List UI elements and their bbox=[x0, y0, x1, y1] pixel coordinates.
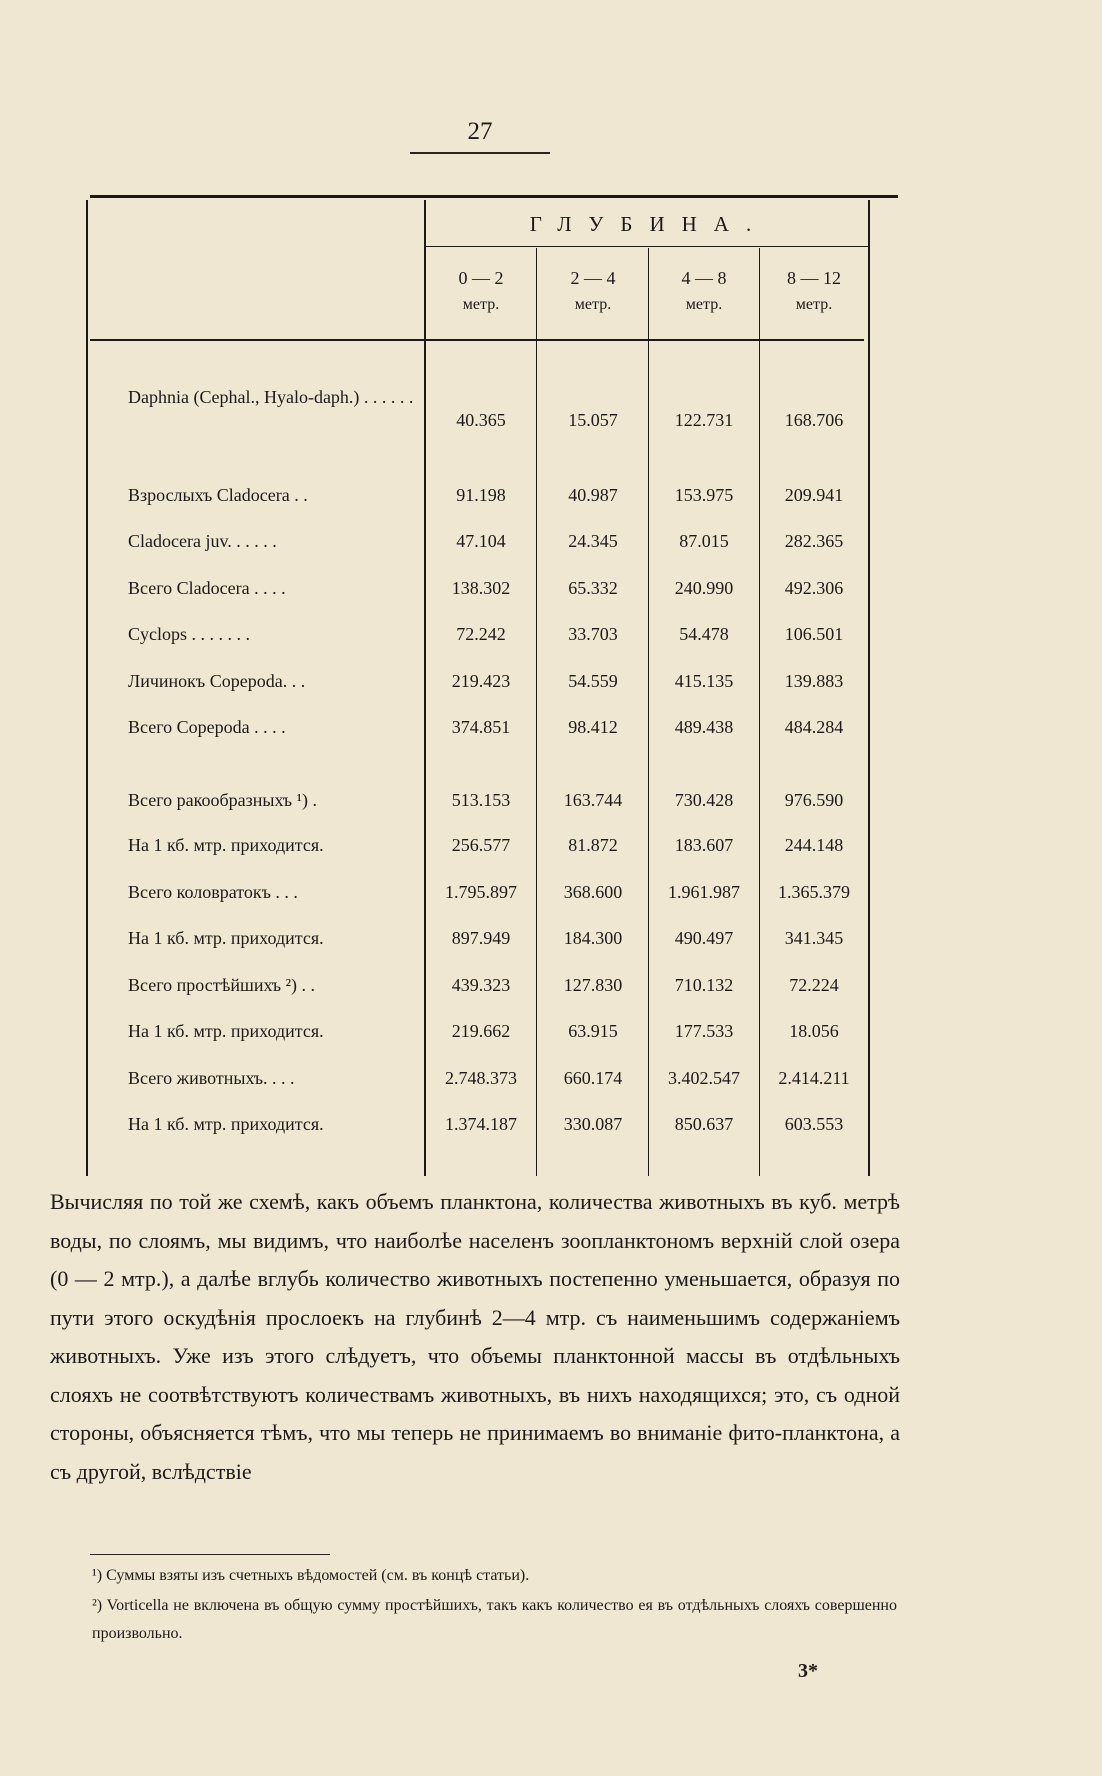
row-label: На 1 кб. мтр. приходится. bbox=[128, 1114, 324, 1134]
column-range: 4 — 8 bbox=[681, 268, 727, 288]
column-header bbox=[760, 263, 868, 317]
table-cell: 153.975 bbox=[674, 485, 734, 505]
column-unit: метр. bbox=[795, 296, 833, 313]
column-unit: метр. bbox=[685, 296, 723, 313]
column-header bbox=[538, 263, 648, 317]
table-cell: 91.198 bbox=[456, 485, 506, 505]
table-cell: 374.851 bbox=[451, 717, 511, 737]
table-cell: 184.300 bbox=[563, 928, 623, 948]
depth-subheader-rule bbox=[426, 246, 868, 247]
row-label: Взрослыхъ Cladocera . . bbox=[128, 485, 308, 505]
column-range: 8 — 12 bbox=[787, 268, 841, 288]
table-cell: 72.224 bbox=[789, 975, 839, 995]
table-cell: 415.135 bbox=[674, 671, 734, 691]
table-cell: 65.332 bbox=[568, 578, 618, 598]
depth-title: ГЛУБИНА. bbox=[529, 212, 769, 236]
row-label: Daphnia (Cephal., Hyalo-daph.) . . . . . . bbox=[128, 387, 414, 407]
column-range: 0 — 2 bbox=[458, 268, 504, 288]
table-cell: 492.306 bbox=[784, 578, 844, 598]
body-text: Вычисляя по той же схемѣ, какъ объемъ планктона, количества животныхъ въ куб. метрѣ воды, по слоямъ, мы видимъ, что наиболѣе населенъ зоопланктономъ верхній слой озера (0 — 2 мтр.), а далѣе вглубь количество животныхъ постепенно уменьшается, образуя по пути этого оскудѣнія прослоекъ на глубинѣ 2—4 мтр. съ наименьшимъ содержаніемъ животныхъ. Уже изъ этого слѣдуетъ, что объемы планктонной массы въ отдѣльныхъ слояхъ не соотвѣтствуютъ количествамъ животныхъ, въ нихъ находящихся; это, съ одной стороны, объясняется тѣмъ, что мы теперь не принимаемъ во вниманіе фито-планктона, а съ другой, вслѣдствіе bbox=[50, 1189, 900, 1484]
table-cell: 3.402.547 bbox=[668, 1068, 740, 1088]
table-cell: 439.323 bbox=[451, 975, 511, 995]
column-header bbox=[649, 263, 759, 317]
header-bottom-rule bbox=[90, 339, 864, 341]
table-cell: 1.365.379 bbox=[778, 882, 850, 902]
table-cell: 72.242 bbox=[456, 624, 506, 644]
table-cell: 850.637 bbox=[674, 1114, 734, 1134]
table-cell: 163.744 bbox=[563, 790, 623, 810]
table-cell: 330.087 bbox=[563, 1114, 623, 1134]
table-cell: 490.497 bbox=[674, 928, 734, 948]
row-label: Личинокъ Copepoda. . . bbox=[128, 671, 306, 691]
table-cell: 244.148 bbox=[784, 835, 844, 855]
table-cell: 282.365 bbox=[784, 531, 844, 551]
table-cell: 40.365 bbox=[456, 410, 506, 430]
row-label: Всего животныхъ. . . . bbox=[128, 1068, 295, 1088]
column-header bbox=[426, 263, 536, 317]
table-cell: 513.153 bbox=[451, 790, 511, 810]
row-label: Всего Cladocera . . . . bbox=[128, 578, 286, 598]
footnote-rule bbox=[90, 1554, 330, 1555]
table-cell: 897.949 bbox=[451, 928, 511, 948]
table-cell: 603.553 bbox=[784, 1114, 844, 1134]
table-cell: 54.478 bbox=[679, 624, 729, 644]
row-label: На 1 кб. мтр. приходится. bbox=[128, 1021, 324, 1041]
table-cell: 660.174 bbox=[563, 1068, 623, 1088]
table-cell: 18.056 bbox=[789, 1021, 839, 1041]
table-cell: 98.412 bbox=[568, 717, 618, 737]
table-cell: 730.428 bbox=[674, 790, 734, 810]
page-number-rule bbox=[410, 152, 550, 154]
table-cell: 54.559 bbox=[568, 671, 618, 691]
column-unit: метр. bbox=[462, 296, 500, 313]
row-label: Всего простѣйшихъ ²) . . bbox=[128, 975, 315, 995]
table-top-rule bbox=[90, 195, 898, 198]
table-cell: 484.284 bbox=[784, 717, 844, 737]
table-cell: 710.132 bbox=[674, 975, 734, 995]
table-cell: 168.706 bbox=[784, 410, 844, 430]
table-cell: 219.662 bbox=[451, 1021, 511, 1041]
table-cell: 122.731 bbox=[674, 410, 734, 430]
table-cell: 63.915 bbox=[568, 1021, 618, 1041]
footnote-2: ²) Vorticella не включена въ общую сумму простѣйшихъ, такъ какъ количество ея въ отдѣльныхъ слояхъ совершенно произвольно. bbox=[92, 1597, 897, 1642]
page-number: 27 bbox=[467, 118, 493, 145]
table-cell: 177.533 bbox=[674, 1021, 734, 1041]
table-cell: 47.104 bbox=[456, 531, 506, 551]
column-unit: метр. bbox=[574, 296, 612, 313]
table-cell: 138.302 bbox=[451, 578, 511, 598]
row-label: Всего ракообразныхъ ¹) . bbox=[128, 790, 317, 810]
table-cell: 240.990 bbox=[674, 578, 734, 598]
data-table bbox=[86, 200, 872, 1176]
row-label: Всего Copepoda . . . . bbox=[128, 717, 286, 737]
table-border-right bbox=[868, 200, 870, 1176]
row-label: Всего коловратокъ . . . bbox=[128, 882, 298, 902]
table-cell: 2.414.211 bbox=[778, 1068, 850, 1088]
table-cell: 209.941 bbox=[784, 485, 844, 505]
column-divider-1 bbox=[536, 248, 537, 1176]
table-cell: 127.830 bbox=[563, 975, 623, 995]
table-cell: 341.345 bbox=[784, 928, 844, 948]
row-label: На 1 кб. мтр. приходится. bbox=[128, 928, 324, 948]
table-cell: 183.607 bbox=[674, 835, 734, 855]
table-cell: 2.748.373 bbox=[445, 1068, 517, 1088]
table-cell: 976.590 bbox=[784, 790, 844, 810]
table-cell: 219.423 bbox=[451, 671, 511, 691]
table-cell: 24.345 bbox=[568, 531, 618, 551]
table-cell: 1.374.187 bbox=[445, 1114, 517, 1134]
footnote-1: ¹) Суммы взяты изъ счетныхъ вѣдомостей (см. въ концѣ статьи). bbox=[92, 1567, 530, 1584]
table-cell: 256.577 bbox=[451, 835, 511, 855]
table-cell: 106.501 bbox=[784, 624, 844, 644]
table-cell: 1.961.987 bbox=[668, 882, 740, 902]
table-cell: 139.883 bbox=[784, 671, 844, 691]
table-cell: 368.600 bbox=[563, 882, 623, 902]
table-border-left bbox=[86, 200, 88, 1176]
row-label: Cyclops . . . . . . . bbox=[128, 624, 251, 644]
table-cell: 40.987 bbox=[568, 485, 618, 505]
row-label: Cladocera juv. . . . . . bbox=[128, 531, 277, 551]
column-range: 2 — 4 bbox=[570, 268, 616, 288]
signature-mark: 3* bbox=[798, 1660, 818, 1682]
table-cell: 81.872 bbox=[568, 835, 618, 855]
row-label: На 1 кб. мтр. приходится. bbox=[128, 835, 324, 855]
table-cell: 1.795.897 bbox=[445, 882, 517, 902]
table-cell: 33.703 bbox=[568, 624, 618, 644]
table-cell: 15.057 bbox=[568, 410, 618, 430]
table-cell: 87.015 bbox=[679, 531, 729, 551]
table-cell: 489.438 bbox=[674, 717, 734, 737]
